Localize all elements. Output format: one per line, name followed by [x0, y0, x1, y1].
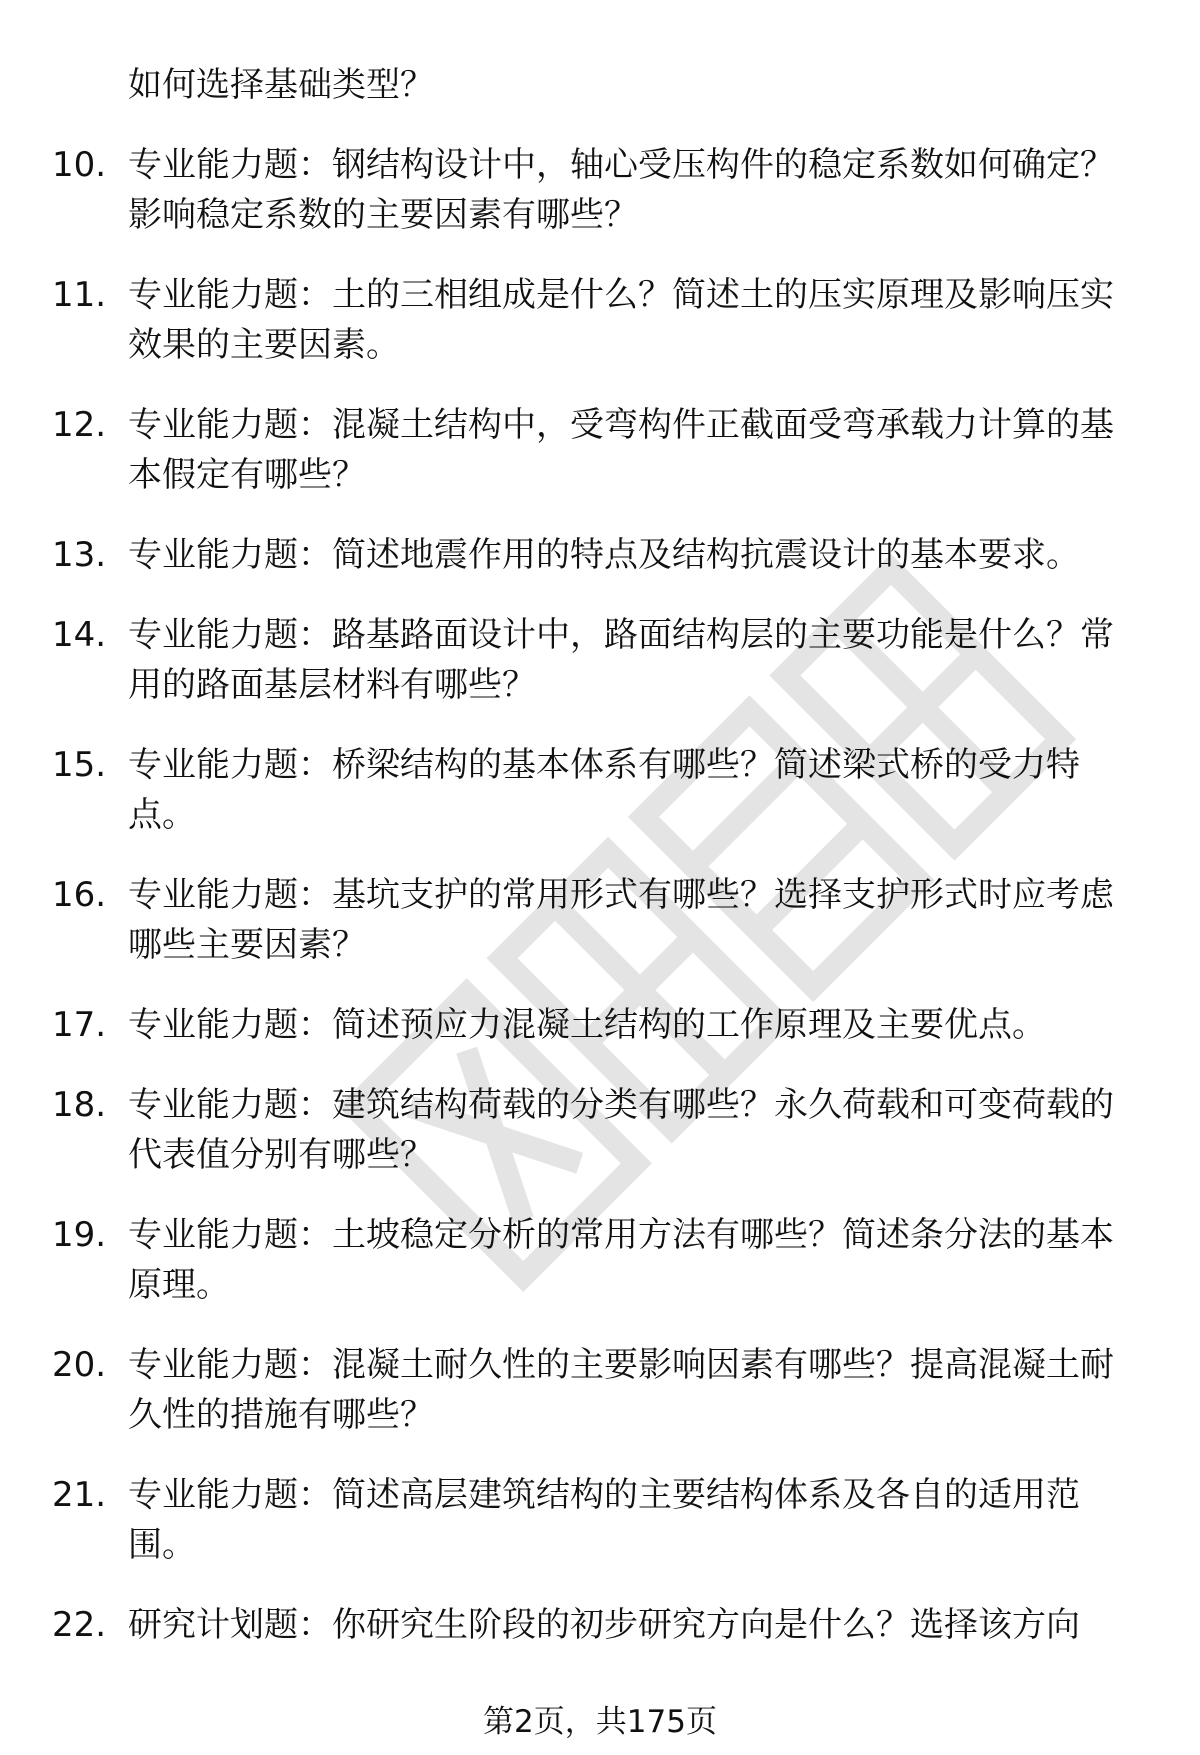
list-item [0, 530, 1200, 580]
question-text: 专业能力题：简述高层建筑结构的主要结构体系及各自的适用范围。 [128, 1475, 1080, 1565]
question-number: 12. [52, 405, 107, 445]
continuation-text: 如何选择基础类型？ [128, 65, 434, 105]
question-number: 17. [52, 1005, 107, 1045]
question-text: 研究计划题：你研究生阶段的初步研究方向是什么？选择该方向 [128, 1605, 1080, 1645]
question-text: 专业能力题：建筑结构荷载的分类有哪些？永久荷载和可变荷载的代表值分别有哪些？ [128, 1085, 1114, 1175]
page-footer: 第2页，共175页 [483, 1704, 717, 1740]
question-text: 专业能力题：钢结构设计中，轴心受压构件的稳定系数如何确定？影响稳定系数的主要因素有哪些？ [128, 145, 1114, 235]
question-text: 专业能力题：土的三相组成是什么？简述土的压实原理及影响压实效果的主要因素。 [128, 275, 1114, 365]
question-text: 专业能力题：基坑支护的常用形式有哪些？选择支护形式时应考虑哪些主要因素？ [128, 875, 1114, 965]
question-text: 专业能力题：桥梁结构的基本体系有哪些？简述梁式桥的受力特点。 [128, 745, 1080, 835]
question-number: 19. [52, 1215, 107, 1255]
list-item [0, 740, 1200, 840]
list-item [0, 1080, 1200, 1180]
question-number: 18. [52, 1085, 107, 1125]
list-item [0, 140, 1200, 240]
list-item [0, 610, 1200, 710]
question-number: 20. [52, 1345, 107, 1385]
question-number: 21. [52, 1475, 107, 1515]
list-item [0, 1210, 1200, 1310]
question-text: 专业能力题：简述地震作用的特点及结构抗震设计的基本要求。 [128, 535, 1080, 575]
question-number: 16. [52, 875, 107, 915]
list-item [0, 400, 1200, 500]
list-item [0, 870, 1200, 970]
question-number: 11. [52, 275, 107, 315]
question-number: 13. [52, 535, 107, 575]
list-item [0, 270, 1200, 370]
question-text: 专业能力题：简述预应力混凝土结构的工作原理及主要优点。 [128, 1005, 1046, 1045]
list-item [0, 1000, 1200, 1050]
question-number: 22. [52, 1605, 107, 1645]
question-list [0, 140, 1200, 1680]
question-number: 14. [52, 615, 107, 655]
list-item [0, 1600, 1200, 1650]
question-number: 15. [52, 745, 107, 785]
question-text: 专业能力题：路基路面设计中，路面结构层的主要功能是什么？常用的路面基层材料有哪些？ [128, 615, 1114, 705]
list-item [0, 1470, 1200, 1570]
question-text: 专业能力题：混凝土结构中，受弯构件正截面受弯承载力计算的基本假定有哪些？ [128, 405, 1114, 495]
question-number: 10. [52, 145, 107, 185]
question-text: 专业能力题：土坡稳定分析的常用方法有哪些？简述条分法的基本原理。 [128, 1215, 1114, 1305]
list-item [0, 1340, 1200, 1440]
question-text: 专业能力题：混凝土耐久性的主要影响因素有哪些？提高混凝土耐久性的措施有哪些？ [128, 1345, 1114, 1435]
